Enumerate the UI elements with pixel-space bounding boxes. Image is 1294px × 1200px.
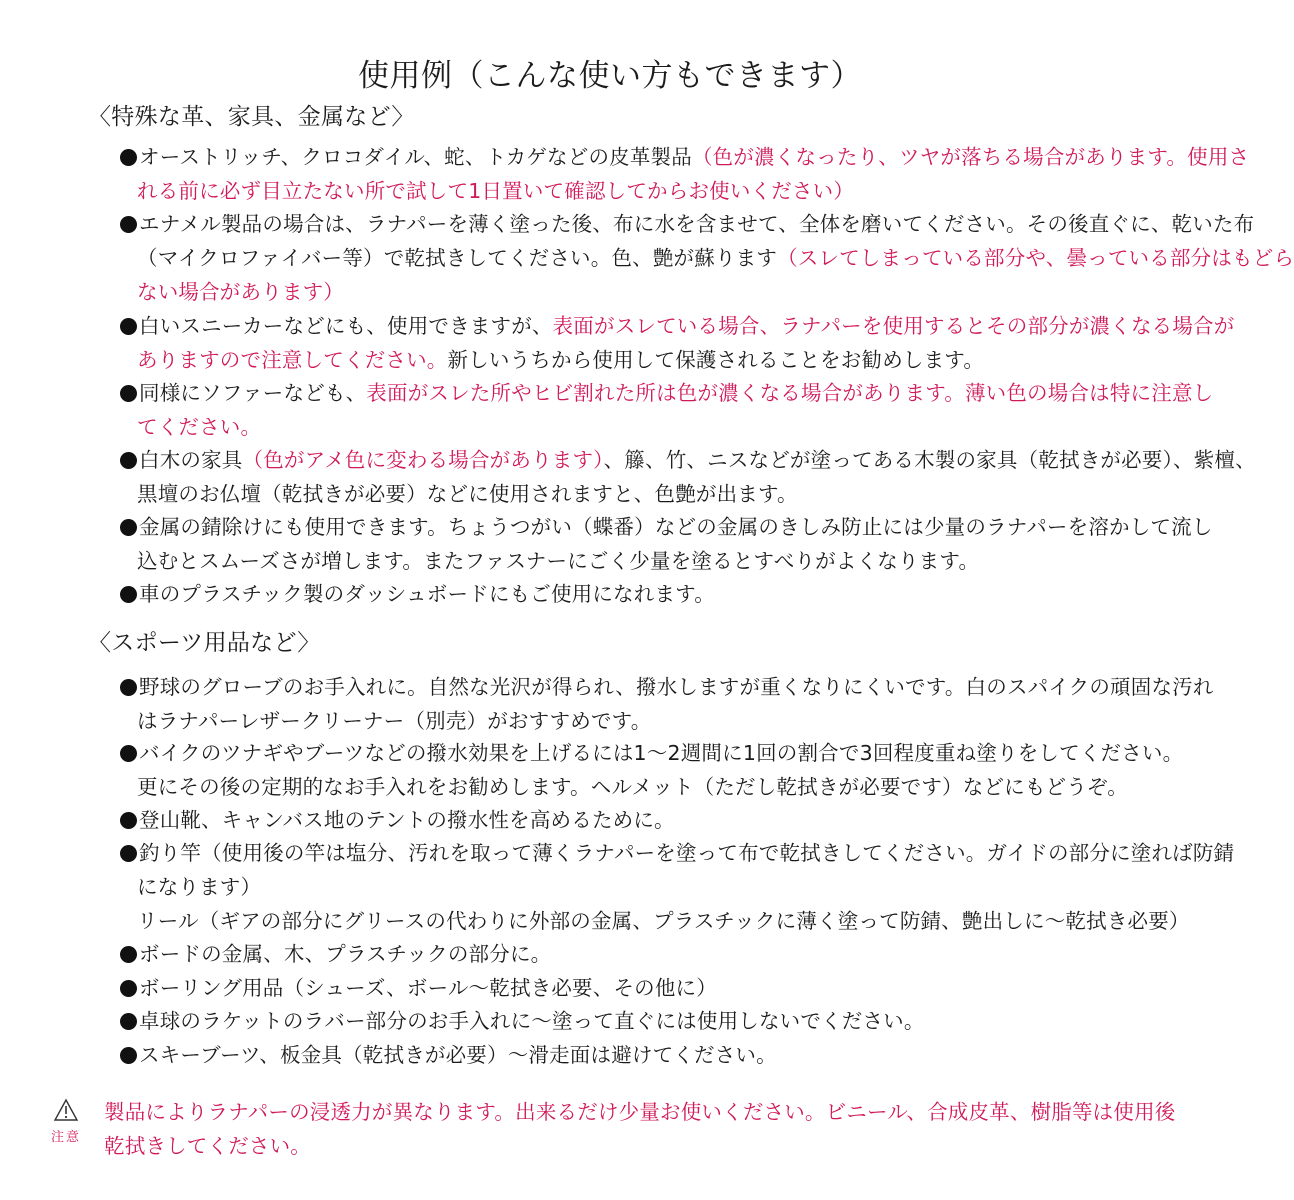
item-line [120,870,1160,904]
item-line [120,140,1250,174]
section-heading-sports: 〈スポーツ用品など〉 [88,630,321,656]
text-segment: リール（ギアの部分にグリースの代わりに外部の金属、プラスチックに薄く塗って防錆、艶出しに～乾拭き必要） [137,909,1190,933]
caution-line: 乾拭きしてください。 [104,1134,311,1158]
bullet-icon [120,216,137,233]
text-segment: 野球のグローブのお手入れに。自然な光沢が得られ、撥水しますが重くなりにくいです。白のスパイクの頑固な汚れ [139,675,1214,699]
list-item-sofa [120,376,1214,444]
list-item-baseball-glove [120,670,1214,738]
text-segment: 車のプラスチック製のダッシュボードにもご使用になれます。 [139,582,715,606]
section-heading-leather-furniture-metal: 〈特殊な革、家具、金属など〉 [88,104,415,130]
text-segment: 新しいうちから使用して保護されることをお勧めします。 [447,348,985,372]
list-item-board [120,937,1160,971]
bullet-icon [120,149,137,166]
text-segment: ボードの金属、木、プラスチックの部分に。 [139,942,552,966]
caution-text-segment: （色が濃くなったり、ツヤが落ちる場合があります。使用さ [691,145,1250,169]
text-segment: 、籐、竹、ニスなどが塗ってある木製の家具（乾拭きが必要）、紫檀、 [603,448,1256,472]
item-line [120,410,1160,444]
caution-text-segment: （スレてしまっている部分や、曇っている部分はもどら [777,246,1294,270]
item-line [120,510,1213,544]
text-segment: 更にその後の定期的なお手入れをお勧めします。ヘルメット（ただし乾拭きが必要です）などにもどうぞ。 [137,775,1128,799]
list-item-wood-furniture [120,443,1256,511]
caution-text-segment: れる前に必ず目立たない所で試して1日置いて確認してからお使いください） [137,179,855,203]
list-item-climbing-boots [120,803,1160,837]
text-segment: 白いスニーカーなどにも、使用できますが、 [139,314,553,338]
item-line [120,770,1160,804]
text-segment: オーストリッチ、クロコダイル、蛇、トカゲなどの皮革製品 [139,145,692,169]
bullet-icon [120,980,137,997]
list-item-metal-rust [120,510,1213,578]
text-segment: 黒壇のお仏壇（乾拭きが必要）などに使用されますと、色艶が出ます。 [137,482,798,506]
list-item-ski-boots [120,1038,1160,1072]
text-segment: 登山靴、キャンバス地のテントの撥水性を高めるために。 [139,808,675,832]
text-segment: 同様にソファーなども、 [139,381,367,405]
list-item-sneakers [120,309,1235,377]
caution-label: 注意 [50,1130,81,1145]
bullet-icon [120,519,137,536]
bullet-icon [120,1047,137,1064]
text-segment: 込むとスムーズさが増します。またファスナーにごく少量を塗るとすべりがよくなります。 [137,549,980,573]
item-line [120,443,1256,477]
text-segment: ボーリング用品（シューズ、ボール～乾拭き必要、その他に） [139,976,717,1000]
bullet-icon [120,745,137,762]
caution-text-segment: ない場合があります） [137,280,344,304]
text-segment: になります） [137,875,262,899]
caution-text-segment: てください。 [137,415,262,439]
item-line [120,704,1160,738]
bullet-icon [120,385,137,402]
bullet-icon [120,1013,137,1030]
bullet-icon [120,318,137,335]
item-line [120,670,1214,704]
text-segment: 卓球のラケットのラバー部分のお手入れに～塗って直ぐには使用しないでください。 [139,1009,925,1033]
item-line [120,207,1255,241]
item-line [120,836,1235,870]
text-segment: エナメル製品の場合は、ラナパーを薄く塗った後、布に水を含ませて、全体を磨いてください。その後直ぐに、乾いた布 [139,212,1255,236]
item-line [120,174,1160,208]
text-segment: （マイクロファイバー等）で乾拭きしてください。色、艶が蘇ります [137,246,778,270]
caution-text-segment: 表面がスレた所やヒビ割れた所は色が濃くなる場合があります。薄い色の場合は特に注意し [366,381,1214,405]
list-item-fishing-rod [120,836,1235,938]
text-segment: 釣り竿（使用後の竿は塩分、汚れを取って薄くラナパーを塗って布で乾拭きしてください。ガイドの部分に塗れば防錆 [139,841,1235,865]
caution-text-segment: （色がアメ色に変わる場合があります） [242,448,604,472]
bullet-icon [120,812,137,829]
item-line [120,577,1160,611]
caution-text-segment: ありますので注意してください。 [137,348,448,372]
item-line [120,937,1160,971]
list-item-dashboard [120,577,1160,611]
item-line [120,803,1160,837]
list-item-motorcycle-gear [120,736,1184,804]
page-title: 使用例（こんな使い方もできます） [358,58,862,94]
caution-text-segment: 表面がスレている場合、ラナパーを使用するとその部分が濃くなる場合が [552,314,1235,338]
warning-icon [53,1098,79,1122]
caution-text [104,1095,1175,1163]
caution-block [46,1098,86,1145]
text-segment: バイクのツナギやブーツなどの撥水効果を上げるには1～2週間に1回の割合で3回程度重ね塗りをしてください。 [139,741,1184,765]
list-item-table-tennis [120,1004,1160,1038]
item-line [120,343,1160,377]
bullet-icon [120,845,137,862]
item-line [120,477,1160,511]
item-line [120,241,1294,275]
text-segment: 白木の家具 [139,448,243,472]
item-line [120,1004,1160,1038]
bullet-icon [120,946,137,963]
caution-line: 製品によりラナパーの浸透力が異なります。出来るだけ少量お使いください。ビニール、合成皮革、樹脂等は使用後 [104,1100,1176,1124]
text-segment: スキーブーツ、板金具（乾拭きが必要）～滑走面は避けてください。 [139,1043,777,1067]
text-segment: 金属の錆除けにも使用できます。ちょうつがい（蝶番）などの金属のきしみ防止には少量のラナパーを溶かして流し [139,515,1213,539]
list-item-exotic-leather [120,140,1250,208]
item-line [120,736,1184,770]
list-item-bowling [120,971,1160,1005]
item-line [120,904,1190,938]
list-item-enamel [120,207,1294,309]
item-line [120,971,1160,1005]
text-segment: はラナパーレザークリーナー（別売）がおすすめです。 [137,709,652,733]
item-line [120,275,1160,309]
item-line [120,376,1214,410]
item-line [120,544,1160,578]
item-line [120,1038,1160,1072]
bullet-icon [120,586,137,603]
bullet-icon [120,452,137,469]
bullet-icon [120,679,137,696]
item-line [120,309,1235,343]
